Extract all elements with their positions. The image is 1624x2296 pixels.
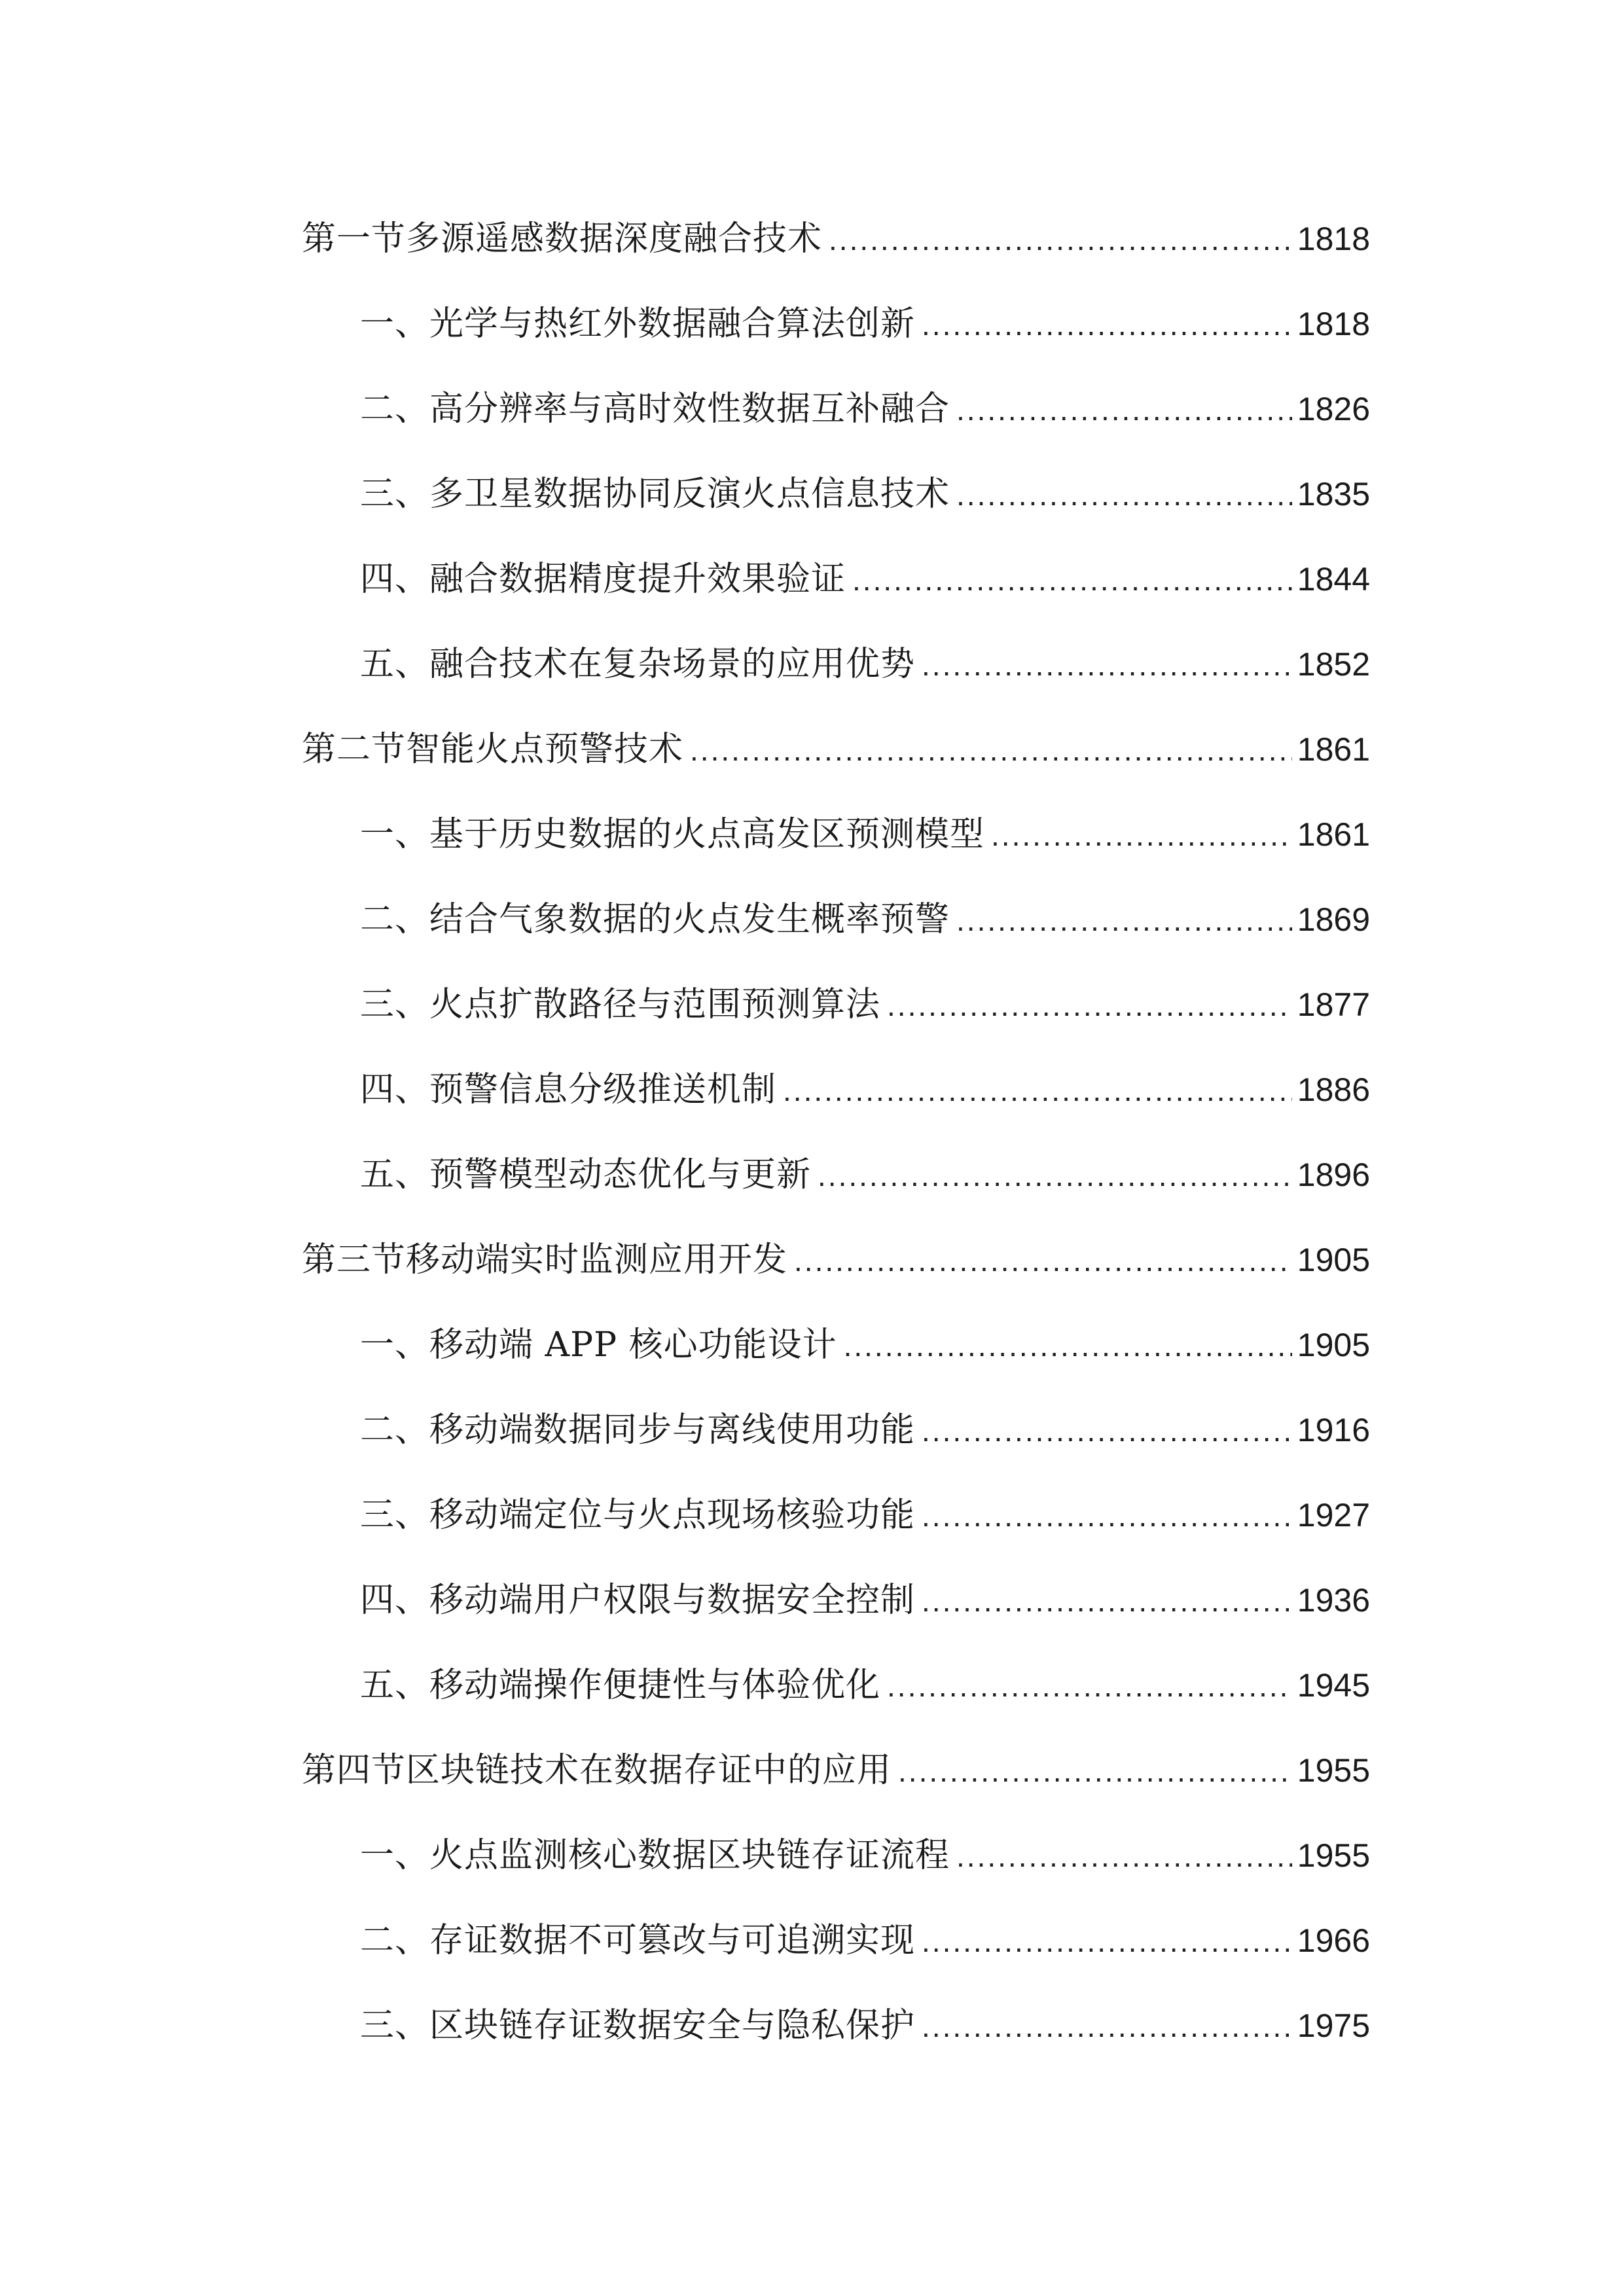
toc-entry-title: 四、移动端用户权限与数据安全控制 <box>360 1581 916 1620</box>
dot-leader <box>887 1660 1292 1712</box>
toc-entry-title: 一、基于历史数据的火点高发区预测模型 <box>360 815 985 854</box>
toc-section-2[interactable] <box>302 723 1370 776</box>
toc-subsection-3-4[interactable] <box>360 1574 1370 1626</box>
dot-leader <box>898 1745 1292 1797</box>
dot-leader <box>991 809 1292 861</box>
toc-subsection-2-4[interactable] <box>360 1064 1370 1116</box>
dot-leader <box>818 1149 1292 1202</box>
toc-entry-page: 1927 <box>1297 1497 1370 1534</box>
toc-entry-page: 1861 <box>1297 731 1370 768</box>
toc-entry-title: 第四节区块链技术在数据存证中的应用 <box>302 1751 892 1790</box>
toc-entry-title: 二、高分辨率与高时效性数据互补融合 <box>360 389 950 429</box>
toc-entry-title: 第二节智能火点预警技术 <box>302 730 684 769</box>
toc-entry-page: 1877 <box>1297 986 1370 1023</box>
dot-leader <box>844 1319 1292 1372</box>
toc-subsection-4-3[interactable] <box>360 2000 1370 2052</box>
toc-entry-title: 三、多卫星数据协同反演火点信息技术 <box>360 475 950 514</box>
toc-entry-page: 1896 <box>1297 1157 1370 1193</box>
toc-entry-page: 1936 <box>1297 1582 1370 1619</box>
toc-subsection-3-3[interactable] <box>360 1489 1370 1541</box>
toc-subsection-1-4[interactable] <box>360 553 1370 605</box>
dot-leader <box>956 1830 1292 1882</box>
dot-leader <box>956 384 1292 436</box>
dot-leader <box>690 724 1292 776</box>
dot-leader <box>922 2000 1292 2053</box>
toc-entry-title: 五、融合技术在复杂场景的应用优势 <box>360 645 916 684</box>
dot-leader <box>794 1234 1292 1287</box>
dot-leader <box>956 469 1292 521</box>
toc-entry-title: 第三节移动端实时监测应用开发 <box>302 1240 788 1280</box>
toc-entry-page: 1955 <box>1297 1752 1370 1789</box>
toc-section-1[interactable] <box>302 213 1370 265</box>
toc-subsection-2-1[interactable] <box>360 808 1370 861</box>
dot-leader <box>829 213 1292 266</box>
toc-entry-title: 一、移动端 APP 核心功能设计 <box>360 1325 837 1365</box>
toc-entry-page: 1966 <box>1297 1922 1370 1959</box>
toc-entry-page: 1955 <box>1297 1837 1370 1874</box>
toc-subsection-2-5[interactable] <box>360 1149 1370 1201</box>
dot-leader <box>852 554 1292 606</box>
toc-entry-page: 1905 <box>1297 1242 1370 1278</box>
toc-entry-page: 1818 <box>1297 221 1370 257</box>
toc-entry-page: 1869 <box>1297 901 1370 938</box>
dot-leader <box>922 1405 1292 1457</box>
toc-subsection-4-1[interactable] <box>360 1829 1370 1882</box>
toc-entry-page: 1916 <box>1297 1412 1370 1448</box>
toc-subsection-1-1[interactable] <box>360 298 1370 350</box>
toc-subsection-3-5[interactable] <box>360 1659 1370 1712</box>
toc-subsection-1-5[interactable] <box>360 638 1370 691</box>
toc-entry-page: 1818 <box>1297 306 1370 342</box>
toc-entry-title: 第一节多源遥感数据深度融合技术 <box>302 219 823 259</box>
toc-section-4[interactable] <box>302 1744 1370 1797</box>
toc-entry-page: 1826 <box>1297 391 1370 427</box>
toc-entry-title: 三、火点扩散路径与范围预测算法 <box>360 985 881 1024</box>
toc-entry-title: 五、预警模型动态优化与更新 <box>360 1155 812 1194</box>
toc-entry-page: 1886 <box>1297 1071 1370 1108</box>
toc-entry-title: 五、移动端操作便捷性与体验优化 <box>360 1666 881 1705</box>
toc-subsection-1-2[interactable] <box>360 383 1370 435</box>
dot-leader <box>783 1064 1292 1117</box>
toc-entry-title: 二、存证数据不可篡改与可追溯实现 <box>360 1921 916 1960</box>
toc-entry-page: 1905 <box>1297 1327 1370 1363</box>
toc-entry-title: 三、移动端定位与火点现场核验功能 <box>360 1496 916 1535</box>
toc-entry-page: 1852 <box>1297 646 1370 683</box>
dot-leader <box>956 894 1292 946</box>
dot-leader <box>922 1575 1292 1627</box>
toc-entry-title: 四、预警信息分级推送机制 <box>360 1070 777 1109</box>
toc-subsection-2-3[interactable] <box>360 978 1370 1031</box>
dot-leader <box>887 979 1292 1031</box>
toc-entry-title: 四、融合数据精度提升效果验证 <box>360 560 846 599</box>
toc-subsection-3-2[interactable] <box>360 1404 1370 1456</box>
toc-entry-title: 二、结合气象数据的火点发生概率预警 <box>360 900 950 939</box>
dot-leader <box>922 1490 1292 1542</box>
toc-entry-page: 1945 <box>1297 1667 1370 1704</box>
dot-leader <box>922 1915 1292 1967</box>
toc-subsection-1-3[interactable] <box>360 468 1370 520</box>
toc-subsection-4-2[interactable] <box>360 1914 1370 1967</box>
toc-entry-title: 三、区块链存证数据安全与隐私保护 <box>360 2006 916 2045</box>
dot-leader <box>922 298 1292 351</box>
toc-entry-page: 1844 <box>1297 561 1370 598</box>
toc-subsection-2-2[interactable] <box>360 893 1370 946</box>
toc-section-3[interactable] <box>302 1234 1370 1286</box>
toc-entry-title: 二、移动端数据同步与离线使用功能 <box>360 1410 916 1450</box>
toc-subsection-3-1[interactable] <box>360 1319 1370 1371</box>
toc-entry-title: 一、火点监测核心数据区块链存证流程 <box>360 1836 950 1875</box>
toc-entry-page: 1861 <box>1297 816 1370 853</box>
toc-entry-page: 1835 <box>1297 476 1370 512</box>
dot-leader <box>922 639 1292 691</box>
toc-entry-page: 1975 <box>1297 2007 1370 2044</box>
toc-entry-title: 一、光学与热红外数据融合算法创新 <box>360 304 916 344</box>
